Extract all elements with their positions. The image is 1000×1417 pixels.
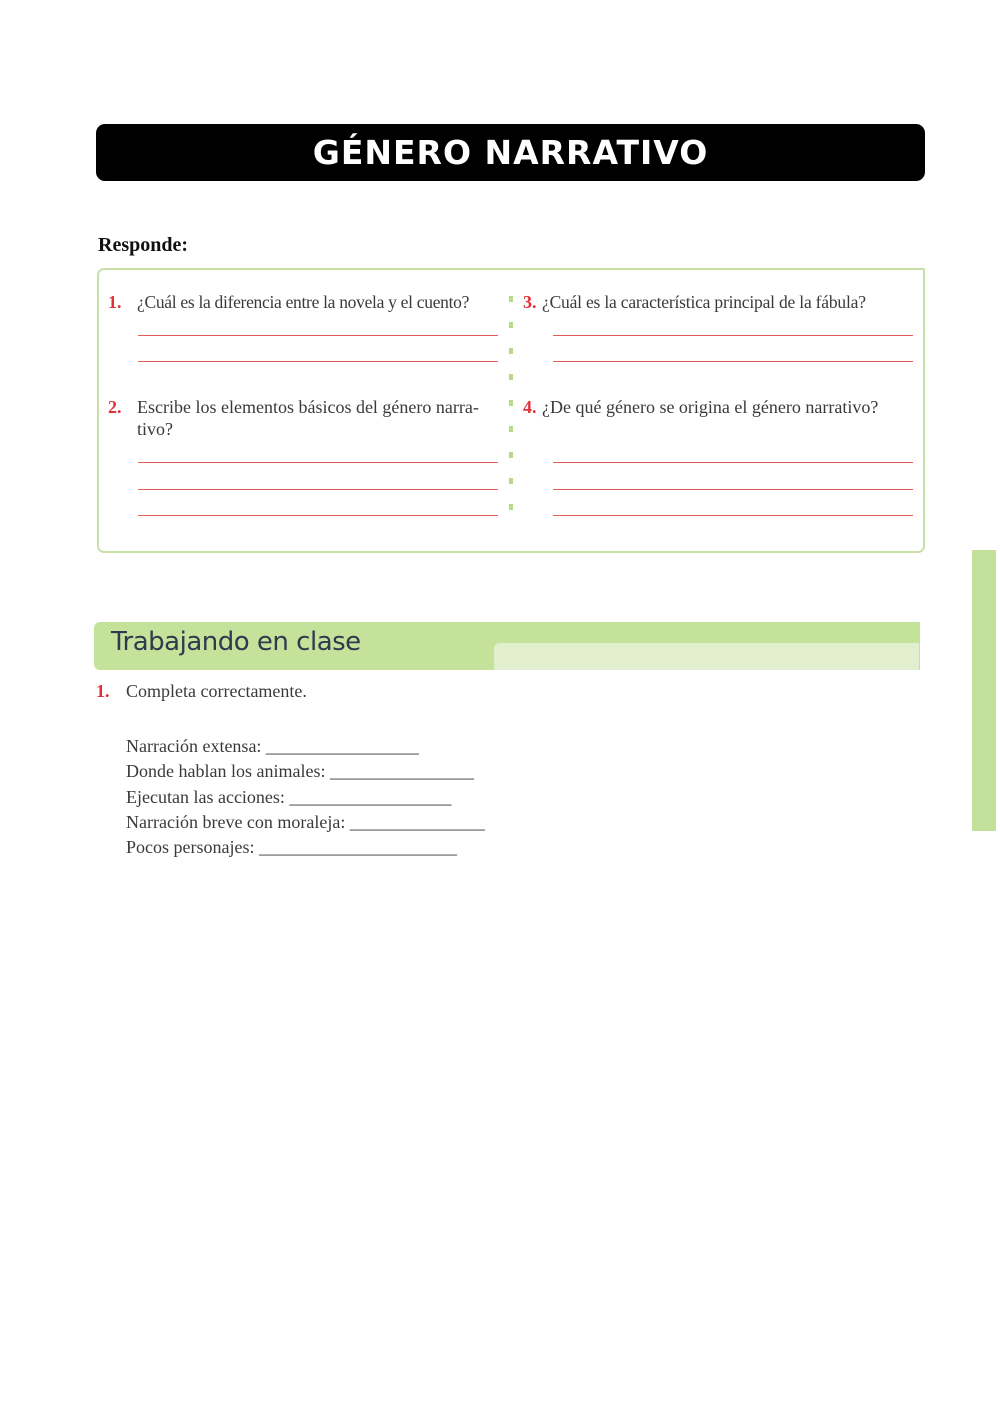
question-text: Escribe los elementos básicos del género narra- [137, 397, 479, 417]
answer-line[interactable] [553, 489, 913, 490]
side-tab [972, 550, 996, 831]
exercise-number: 1. [96, 681, 110, 701]
answer-line[interactable] [138, 515, 498, 516]
answer-line[interactable] [553, 515, 913, 516]
answer-line[interactable] [138, 489, 498, 490]
section-banner-accent [494, 643, 919, 670]
question-text: ¿Cuál es la diferencia entre la novela y el cuento? [137, 292, 470, 312]
question-number: 1. [108, 292, 122, 312]
column-divider [509, 296, 513, 514]
answer-line[interactable] [138, 462, 498, 463]
answer-line[interactable] [553, 361, 913, 362]
page-title: GÉNERO NARRATIVO [312, 133, 709, 172]
completion-item[interactable]: Pocos personajes: ______________________ [126, 837, 457, 858]
question-text-continued: tivo? [137, 419, 173, 439]
completion-item[interactable]: Donde hablan los animales: ________________ [126, 761, 474, 782]
completion-item[interactable]: Narración breve con moraleja: _______________ [126, 811, 485, 832]
answer-line[interactable] [553, 462, 913, 463]
answer-line[interactable] [138, 335, 498, 336]
answer-line[interactable] [138, 361, 498, 362]
question-text: ¿De qué género se origina el género narrativo? [542, 397, 879, 417]
completion-list [126, 734, 485, 860]
completion-item[interactable]: Narración extensa: _________________ [126, 736, 419, 756]
question-number: 4. [523, 397, 537, 417]
section-title: Trabajando en clase [111, 627, 361, 657]
responde-label: Responde: [98, 234, 189, 256]
title-banner [96, 124, 925, 181]
exercise-instruction: Completa correctamente. [126, 681, 307, 701]
question-number: 3. [523, 292, 537, 312]
answer-line[interactable] [553, 335, 913, 336]
question-text: ¿Cuál es la característica principal de la fábula? [542, 292, 866, 312]
question-number: 2. [108, 397, 122, 417]
completion-item[interactable]: Ejecutan las acciones: __________________ [126, 786, 452, 807]
